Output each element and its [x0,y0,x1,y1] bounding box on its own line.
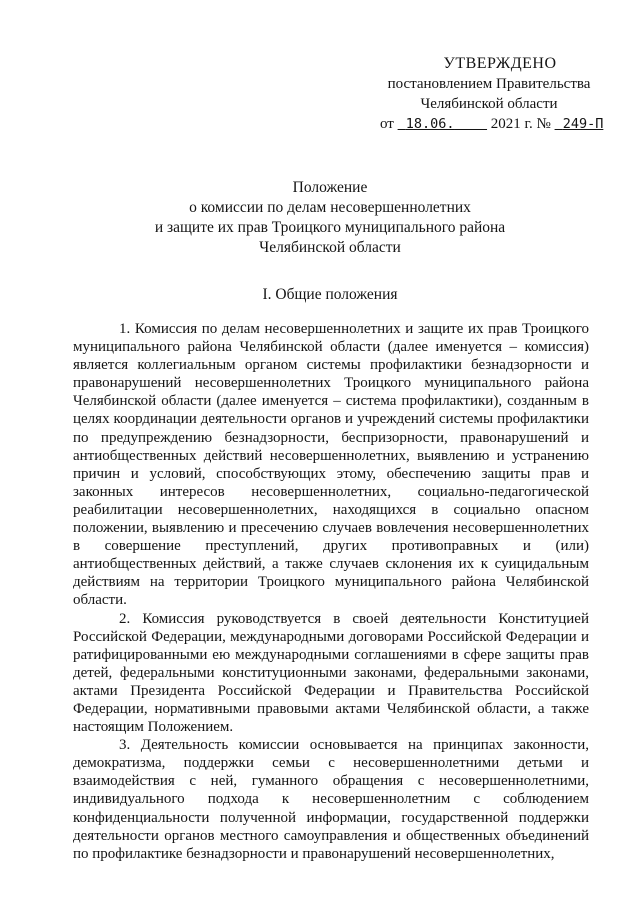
approval-date-prefix: от [380,116,394,132]
section-heading: I. Общие положения [262,286,398,303]
approval-year: 2021 г. № [490,116,551,132]
title-line-3: и защите их прав Троицкого муниципального района [154,219,506,236]
approval-date-value: 18.06. [405,116,455,132]
approval-date-line [380,114,618,134]
approval-heading: УТВЕРЖДЕНО [443,55,557,72]
paragraph-3: 3. Деятельность комиссии основывается на принципах законности, демократизма, поддержки семьи с несовершеннолетними детьми и взаимодействия с ней, гуманного обращения с несовершеннолетними, индивидуального подхода к несовершеннолетним с соблюдением конфиденциальности полученной информации, государственной поддержки деятельности органов местного самоуправления и общественных объединений по профилактике безнадзорности и правонарушений несовершеннолетних, [73,737,589,862]
approval-stamp [360,54,618,134]
approval-number: 249-П [562,116,604,132]
title-line-2: о комиссии по делам несовершеннолетних [189,199,471,216]
document-title [60,178,600,258]
title-line-4: Челябинской области [259,239,401,256]
title-line-1: Положение [292,179,368,196]
approval-line-1: постановлением Правительства [387,76,591,92]
paragraph-2: 2. Комиссия руководствуется в своей деятельности Конституцией Российской Федерации, международными договорами Российской Федерации и ратифицированными ею международными соглашениями в сфере защиты прав детей, федеральными конституционными законами, федеральными законами, актами Президента Российской Федерации и Правительства Российской Федерации, нормативными правовыми актами Челябинской области, а также настоящим Положением. [73,610,589,736]
document-body [73,320,589,863]
approval-line-2: Челябинской области [420,96,558,112]
paragraph-1: 1. Комиссия по делам несовершеннолетних и защите их прав Троицкого муниципального района Челябинской области (далее именуется – комиссия) является коллегиальным органом системы профилактики безнадзорности и правонарушений несовершеннолетних Троицкого муниципального района Челябинской области (далее именуется – система профилактики), созданным в целях координации деятельности органов и учреждений системы профилактики по предупреждению безнадзорности, беспризорности, правонарушений и антиобщественных действий несовершеннолетних, выявлению и устранению причин и условий, способствующих этому, обеспечению защиты прав и законных интересов несовершеннолетних, социально-педагогической реабилитации несовершеннолетних, находящихся в социально опасном положении, выявлению и пресечению случаев вовлечения несовершеннолетних в совершение преступлений, других противоправных и (или) антиобщественных действий, а также случаев склонения их к суицидальным действиям на территории Троицкого муниципального района Челябинской области. [73,321,589,609]
